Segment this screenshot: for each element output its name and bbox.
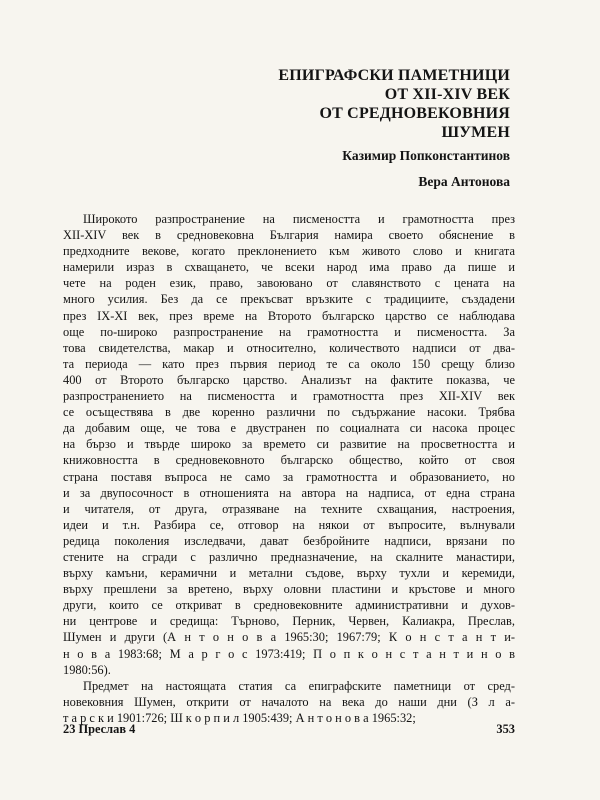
title-line: ОТ XII-XIV ВЕК [384,86,510,103]
title-line: ШУМЕН [441,124,510,141]
body-line: т а р с к и 1901:726; Ш к о р п и л 1905:439; А н т о н о в а 1965:32; [63,710,416,725]
body-line: Шумен и други (А н т о н о в а 1965:30; 1967:79; К о н с т а н т и- [63,630,515,645]
body-line: новековния Шумен, открити от началото на века до наши дни (З л а- [63,694,515,709]
body-line: чете на роден език, право, завоювано от славянството с цената на [63,276,515,291]
body-line: върху прешлени за вретено, върху оловни пластини и кръстове и много [63,582,515,597]
page-number: 353 [496,722,515,736]
body-line: ни центрове и средища: Търново, Перник, Червен, Калиакра, Преслав, [63,614,515,629]
body-line: на бързо и твърде широко за времето си развитие на просветността и [63,437,515,452]
body-line: се осъществява в две коренно различни по съдържание насоки. Трябва [63,405,515,420]
body-line: редица поколения изследвачи, дават безбройните надписи, врязани по [63,533,515,548]
body-line: н о в а 1983:68; М а р г о с 1973:419; П о п к о н с т а н т и н о в [63,646,515,661]
author-name: Вера Антонова [418,174,510,189]
footer-signature: 23 Преслав 4 [63,722,136,736]
article-body [63,211,515,726]
body-line: книжовността в средновековното българско общество, който от своя [63,453,515,468]
body-line: разпространението на писмеността и грамотността през XII-XIV век [63,389,515,404]
title-line: ОТ СРЕДНОВЕКОВНИЯ [319,105,510,122]
body-line: през IX-XI век, през време на Второто българско царство се наблюдава [63,308,515,323]
body-line: върху камъни, керамични и метални съдове, върху тухли и керемиди, [63,566,515,581]
body-line: намерили израз в схващането, че всеки народ има право да пише и [63,260,515,275]
body-line: страна поставя въпроса не само за грамотността и образованието, но [63,469,515,484]
body-line: 1980:56). [63,662,111,677]
body-line: това свидетелства, макар и относително, количеството надписи от два- [63,340,515,355]
body-line: други, които се откриват в средновековните административни и духов- [63,598,515,613]
body-line: Широкото разпространение на писмеността и грамотността през [83,212,515,226]
body-line: Предмет на настоящата статия са епиграфските паметници от сред- [83,678,515,693]
body-line: идеи и т.н. Разбира се, отговор на някои от въпросите, вълнували [63,517,515,532]
body-line: та периода — като през първия период те са около 150 срещу близо [63,356,515,371]
body-line: XII-XIV век в средновековна България намира своето обяснение в [63,228,515,243]
body-line: и за двупосочност в отношенията на автора на надписа, от една страна [63,485,515,500]
body-line: още по-широко разпространение на грамотността и писмеността. За [63,324,515,339]
body-line: 400 от Второто българско царство. Анализът на фактите показва, че [63,372,515,387]
author-name: Казимир Попконстантинов [342,148,510,163]
article-title [278,66,510,142]
body-line: и читателя, от друга, отразяване на техните схващания, настроения, [63,501,515,516]
title-line: ЕПИГРАФСКИ ПАМЕТНИЦИ [278,67,510,84]
body-line: предходните векове, когато преклонението към живото слово и книгата [63,244,515,259]
body-line: стените на сгради с различно предназначение, на скалните манастири, [63,549,515,564]
body-line: да добавим още, че това е двустранен по социалната си насока процес [63,421,515,436]
body-line: много усилия. Без да се прекъсват връзките с традициите, създадени [63,292,515,307]
